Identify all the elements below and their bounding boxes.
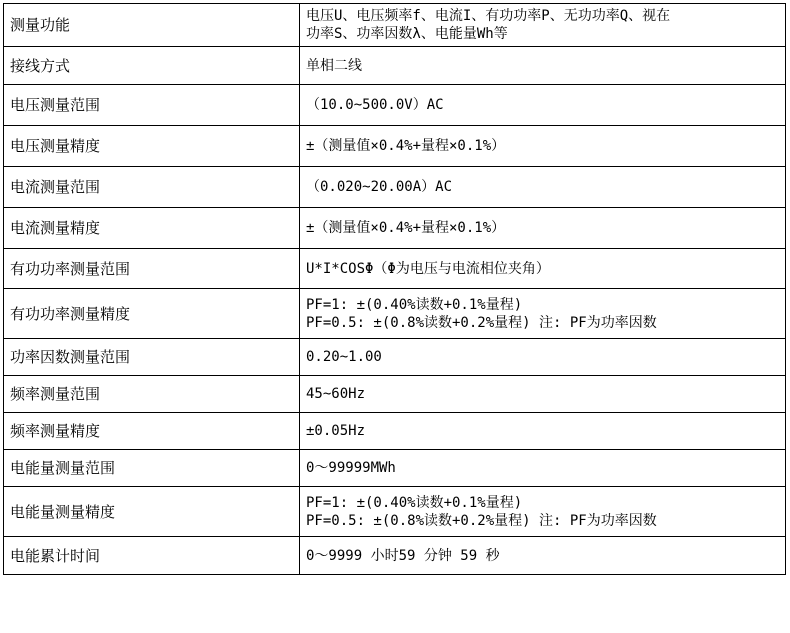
table-row (4, 249, 786, 289)
row-label: 有功功率测量范围 (4, 249, 300, 289)
row-label: 有功功率测量精度 (4, 289, 300, 339)
spec-table (3, 3, 786, 575)
value-line: PF=0.5: ±(0.8%读数+0.2%量程) 注: PF为功率因数 (306, 314, 657, 331)
row-label: 电流测量范围 (4, 167, 300, 208)
value-line: （0.020~20.00A）AC (306, 179, 453, 195)
value-line: ±（测量值×0.4%+量程×0.1%） (306, 138, 506, 154)
row-label: 接线方式 (4, 47, 300, 85)
value-line: 45~60Hz (306, 386, 366, 402)
value-line: 0.20~1.00 (306, 349, 382, 365)
row-label: 功率因数测量范围 (4, 339, 300, 376)
row-value (300, 289, 786, 339)
value-line: 0～9999 小时59 分钟 59 秒 (306, 547, 500, 564)
value-line: 电压U、电压频率f、电流I、有功功率P、无功功率Q、视在 (306, 8, 671, 24)
value-line: 功率S、功率因数λ、电能量Wh等 (306, 26, 508, 42)
row-label: 测量功能 (4, 4, 300, 47)
row-value (300, 450, 786, 487)
table-row (4, 47, 786, 85)
table-row (4, 413, 786, 450)
row-value (300, 537, 786, 575)
row-label: 电能量测量精度 (4, 487, 300, 537)
row-value (300, 339, 786, 376)
row-value (300, 413, 786, 450)
value-line: （10.0~500.0V）AC (306, 97, 444, 113)
table-row (4, 126, 786, 167)
table-row (4, 208, 786, 249)
row-value (300, 85, 786, 126)
row-label: 电能量测量范围 (4, 450, 300, 487)
row-label: 频率测量精度 (4, 413, 300, 450)
value-line: PF=1: ±(0.40%读数+0.1%量程) (306, 296, 523, 313)
value-line: ±0.05Hz (306, 423, 366, 439)
table-row (4, 487, 786, 537)
table-row (4, 376, 786, 413)
row-value (300, 167, 786, 208)
table-row (4, 450, 786, 487)
row-value (300, 47, 786, 85)
value-line: ±（测量值×0.4%+量程×0.1%） (306, 220, 506, 236)
value-line: PF=0.5: ±(0.8%读数+0.2%量程) 注: PF为功率因数 (306, 512, 657, 529)
row-label: 频率测量范围 (4, 376, 300, 413)
row-label: 电压测量范围 (4, 85, 300, 126)
value-line: 0～99999MWh (306, 460, 396, 476)
table-row (4, 167, 786, 208)
value-line: U*I*COSΦ（Φ为电压与电流相位夹角） (306, 260, 550, 277)
table-row (4, 339, 786, 376)
row-value (300, 249, 786, 289)
row-label: 电压测量精度 (4, 126, 300, 167)
row-value (300, 376, 786, 413)
row-value (300, 487, 786, 537)
table-row (4, 4, 786, 47)
table-row (4, 289, 786, 339)
row-value (300, 208, 786, 249)
value-line: 单相二线 (306, 57, 362, 74)
row-value (300, 4, 786, 47)
row-value (300, 126, 786, 167)
value-line: PF=1: ±(0.40%读数+0.1%量程) (306, 494, 523, 511)
table-row (4, 85, 786, 126)
row-label: 电流测量精度 (4, 208, 300, 249)
table-row (4, 537, 786, 575)
row-label: 电能累计时间 (4, 537, 300, 575)
